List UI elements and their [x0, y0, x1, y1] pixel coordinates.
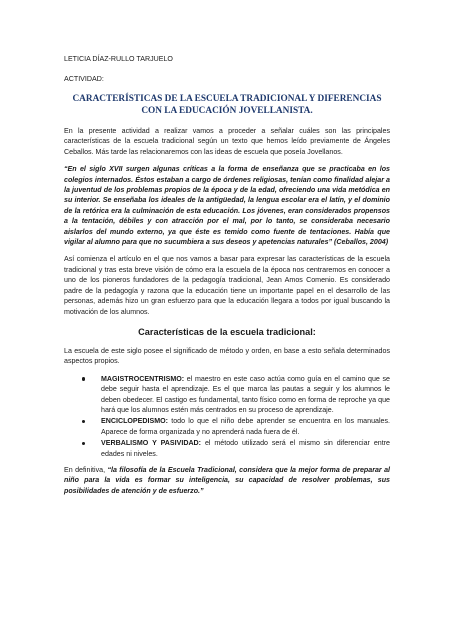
- section-heading: Características de la escuela tradicional:: [138, 326, 316, 337]
- list-item: [64, 416, 390, 437]
- document-title: CARACTERÍSTICAS DE LA ESCUELA TRADICIONAL Y DIFERENCIAS CON LA EDUCACIÓN JOVELLANISTA.: [72, 93, 382, 117]
- section-intro-paragraph: La escuela de este siglo posee el significado de método y orden, en base a esto señala determinados aspectos propios.: [64, 346, 390, 366]
- closing-lead: En definitiva,: [64, 465, 108, 474]
- bullet-icon: [82, 377, 85, 380]
- list-item-text: el maestro en este caso actúa como guía en el camino que se debe seguir hasta el aprendizaje. Es el que marca las pautas a seguir y los alumnos le deben obedecer. El castigo es fundamental, tanto físico como en forma de reproche ya que hará que los alumnos estén más centrados en su proceso de aprendizaje.: [101, 374, 390, 414]
- activity-label: ACTIVIDAD:: [64, 75, 104, 84]
- bullet-icon: [82, 420, 85, 423]
- closing-paragraph: [64, 465, 390, 496]
- comenius-paragraph: Así comienza el artículo en el que nos vamos a basar para expresar las características de la escuela tradicional y tras esta breve visión de cómo era la escuela de la época nos centraremos en conocer a uno de los pioneros fundadores de la pedagogía tradicional, Jean Amos Comenio. Es considerado padre de la pedagogía y razona que la educación tiene un importante papel en el desarrollo de las personas, además hizo un gran esfuerzo para que la educación llegara a todos por igual buscando la motivación de los alumnos.: [64, 255, 390, 316]
- intro-paragraph: En la presente actividad a realizar vamos a proceder a señalar cuáles son las principales características de la escuela tradicional según un texto que hemos leído previamente de Ángeles Ceballos. Más tarde las relacionaremos con las ideas de escuela que poseía Jovellanos.: [64, 127, 390, 156]
- list-item: [64, 438, 390, 459]
- list-item: [64, 374, 390, 416]
- bullet-icon: [82, 442, 85, 445]
- list-item-term: VERBALISMO Y PASIVIDAD:: [101, 439, 202, 448]
- quote-paragraph: “En el siglo XVII surgen algunas críticas a la forma de enseñanza que se practicaba en los colegios internados. Éstos estaban a cargo de órdenes religiosas, tenían como finalidad alejar a la juventud de los problemas propios de la época y de la edad, ofreciendo una vida metódica en su interior. Se enseñaba los ideales de la antigüedad, la lengua escolar era el latín, y el dominio de la retórica era la culminación de esta educación. Los jóvenes, eran considerados propensos a la tentación, débiles y con atracción por el mal, por lo tanto, se consideraba necesario aislarlos del mundo externo, ya que éste es temido como fuente de tentaciones. Había que vigilar al alumno para que no sucumbiera a sus deseos y apetencias naturales” (Ceballos, 2004): [64, 165, 390, 247]
- document-content: [64, 54, 390, 503]
- closing-quote: “la filosofía de la Escuela Tradicional, considera que la mejor forma de preparar al niño para la vida es formar su inteligencia, su capacidad de resolver problemas, sus posibilidades de atención y de esfuerzo.”: [64, 465, 390, 495]
- list-item-text: todo lo que el niño debe aprender se encuentra en los manuales. Aparece de forma organizada y no aprenderá nada fuera de él.: [101, 417, 390, 436]
- list-item-text: el método utilizado será el mismo sin diferenciar entre edades ni niveles.: [101, 439, 390, 458]
- list-item-term: ENCICLOPEDISMO:: [101, 417, 168, 426]
- author-name: LETICIA DÍAZ-RULLO TARJUELO: [64, 55, 173, 63]
- list-item-term: MAGISTROCENTRISMO:: [101, 374, 185, 383]
- characteristics-list: [64, 374, 390, 459]
